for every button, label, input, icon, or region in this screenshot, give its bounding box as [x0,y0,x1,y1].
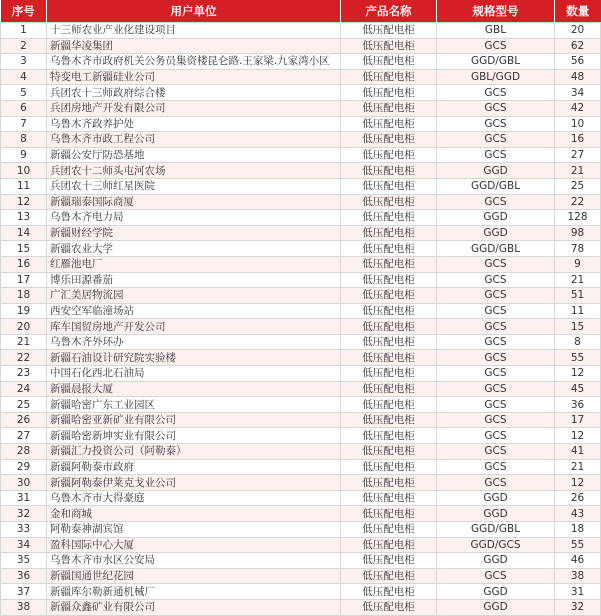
table-row [1,194,601,210]
row-product: 低压配电柜 [341,412,437,428]
row-quantity: 48 [555,69,601,85]
row-customer: 新疆哈密广东工业园区 [47,397,341,413]
table-row [1,303,601,319]
row-customer: 新疆阿勒泰市政府 [47,459,341,475]
row-quantity: 41 [555,444,601,460]
table-row [1,100,601,116]
row-index: 19 [1,303,47,319]
row-product: 低压配电柜 [341,475,437,491]
table-row [1,85,601,101]
row-index: 28 [1,444,47,460]
row-product: 低压配电柜 [341,506,437,522]
table-row [1,381,601,397]
row-customer: 乌鲁木齐政养护处 [47,116,341,132]
row-product: 低压配电柜 [341,319,437,335]
row-customer: 乌鲁木齐外环办 [47,334,341,350]
row-customer: 红雁池电厂 [47,256,341,272]
table-row [1,147,601,163]
row-index: 25 [1,397,47,413]
row-product: 低压配电柜 [341,599,437,615]
row-quantity: 38 [555,568,601,584]
row-customer: 新疆瑞泰国际商厦 [47,194,341,210]
row-product: 低压配电柜 [341,381,437,397]
row-index: 9 [1,147,47,163]
row-index: 27 [1,428,47,444]
row-customer: 西安空军临潼场站 [47,303,341,319]
row-customer: 兵团农十三师红星医院 [47,178,341,194]
table-row [1,241,601,257]
table-row [1,444,601,460]
row-customer: 中国石化西北石油局 [47,366,341,382]
table-row [1,210,601,226]
row-quantity: 10 [555,116,601,132]
table-row [1,599,601,615]
row-customer: 乌鲁木齐市政府机关公务员集资楼昆仑路.王家梁.九家湾小区 [47,54,341,70]
row-quantity: 22 [555,194,601,210]
header-customer: 用户单位 [47,0,341,23]
table-row [1,319,601,335]
row-quantity: 34 [555,85,601,101]
row-product: 低压配电柜 [341,288,437,304]
table-row [1,522,601,538]
row-index: 7 [1,116,47,132]
row-product: 低压配电柜 [341,584,437,600]
row-model: GGD [437,210,555,226]
row-quantity: 17 [555,412,601,428]
row-model: GCS [437,444,555,460]
row-model: GGD [437,163,555,179]
table-row [1,38,601,54]
row-index: 21 [1,334,47,350]
row-product: 低压配电柜 [341,350,437,366]
table-row [1,54,601,70]
table-row [1,459,601,475]
row-model: GCS [437,319,555,335]
row-model: GCS [437,412,555,428]
row-model: GGD [437,599,555,615]
row-customer: 新疆晨报大厦 [47,381,341,397]
row-product: 低压配电柜 [341,85,437,101]
row-quantity: 26 [555,490,601,506]
row-model: GGD [437,553,555,569]
row-product: 低压配电柜 [341,522,437,538]
row-index: 34 [1,537,47,553]
row-index: 37 [1,584,47,600]
row-product: 低压配电柜 [341,553,437,569]
row-model: GBL/GGD [437,69,555,85]
row-model: GCS [437,100,555,116]
row-index: 36 [1,568,47,584]
row-model: GCS [437,334,555,350]
header-product: 产品名称 [341,0,437,23]
row-index: 6 [1,100,47,116]
row-model: GCS [437,459,555,475]
row-quantity: 18 [555,522,601,538]
table-row [1,132,601,148]
row-quantity: 55 [555,350,601,366]
row-customer: 盈科国际中心大厦 [47,537,341,553]
row-index: 30 [1,475,47,491]
row-model: GGD/GBL [437,54,555,70]
row-model: GBL [437,23,555,39]
row-model: GCS [437,194,555,210]
row-index: 5 [1,85,47,101]
row-quantity: 46 [555,553,601,569]
table-row [1,397,601,413]
row-product: 低压配电柜 [341,366,437,382]
row-customer: 乌鲁木齐市水区公安局 [47,553,341,569]
row-index: 16 [1,256,47,272]
row-index: 17 [1,272,47,288]
row-index: 13 [1,210,47,226]
row-product: 低压配电柜 [341,100,437,116]
row-product: 低压配电柜 [341,444,437,460]
row-index: 1 [1,23,47,39]
table-row [1,553,601,569]
row-model: GCS [437,147,555,163]
row-product: 低压配电柜 [341,256,437,272]
row-model: GCS [437,568,555,584]
row-model: GCS [437,38,555,54]
row-index: 10 [1,163,47,179]
row-quantity: 12 [555,428,601,444]
row-quantity: 51 [555,288,601,304]
row-quantity: 36 [555,397,601,413]
row-model: GCS [437,116,555,132]
row-quantity: 42 [555,100,601,116]
row-quantity: 20 [555,23,601,39]
row-index: 12 [1,194,47,210]
row-quantity: 15 [555,319,601,335]
row-product: 低压配电柜 [341,163,437,179]
row-index: 23 [1,366,47,382]
row-quantity: 56 [555,54,601,70]
row-model: GGD/GCS [437,537,555,553]
row-customer: 新疆财经学院 [47,225,341,241]
row-model: GCS [437,132,555,148]
row-customer: 广汇美居物流园 [47,288,341,304]
row-model: GGD/GBL [437,178,555,194]
row-quantity: 98 [555,225,601,241]
row-model: GGD/GBL [437,522,555,538]
row-customer: 新疆阿勒泰伊莱克戈业公司 [47,475,341,491]
row-quantity: 32 [555,599,601,615]
table-row [1,163,601,179]
row-product: 低压配电柜 [341,397,437,413]
row-index: 2 [1,38,47,54]
row-product: 低压配电柜 [341,303,437,319]
table-header-row [1,0,601,23]
row-quantity: 78 [555,241,601,257]
row-index: 31 [1,490,47,506]
table-row [1,366,601,382]
table-row [1,412,601,428]
row-product: 低压配电柜 [341,178,437,194]
row-index: 20 [1,319,47,335]
row-customer: 新疆众鑫矿业有限公司 [47,599,341,615]
row-quantity: 9 [555,256,601,272]
row-model: GCS [437,428,555,444]
row-customer: 库车国贸房地产开发公司 [47,319,341,335]
row-model: GCS [437,397,555,413]
table-row [1,350,601,366]
table-row [1,272,601,288]
row-customer: 十三师农业产业化建设项目 [47,23,341,39]
table-row [1,69,601,85]
table-row [1,490,601,506]
table-body [1,23,601,616]
row-quantity: 27 [555,147,601,163]
row-customer: 特变电工新疆硅业公司 [47,69,341,85]
row-customer: 新疆公安厅防恐基地 [47,147,341,163]
table-row [1,475,601,491]
row-product: 低压配电柜 [341,54,437,70]
row-index: 32 [1,506,47,522]
row-customer: 新疆汇力投资公司（阿勒泰） [47,444,341,460]
row-model: GCS [437,85,555,101]
row-customer: 兵团农十二师头屯河农场 [47,163,341,179]
row-model: GCS [437,475,555,491]
row-product: 低压配电柜 [341,459,437,475]
table-row [1,334,601,350]
row-quantity: 128 [555,210,601,226]
row-model: GCS [437,272,555,288]
row-customer: 兵团农十三师政府综合楼 [47,85,341,101]
row-model: GGD [437,506,555,522]
row-quantity: 55 [555,537,601,553]
row-quantity: 21 [555,163,601,179]
row-product: 低压配电柜 [341,490,437,506]
row-quantity: 21 [555,459,601,475]
row-customer: 新疆石油设计研究院实验楼 [47,350,341,366]
row-product: 低压配电柜 [341,334,437,350]
table-row [1,116,601,132]
row-customer: 新疆哈密新坤实业有限公司 [47,428,341,444]
row-quantity: 11 [555,303,601,319]
row-product: 低压配电柜 [341,38,437,54]
row-customer: 乌鲁木齐电力局 [47,210,341,226]
row-index: 29 [1,459,47,475]
row-customer: 兵团房地产开发有限公司 [47,100,341,116]
row-product: 低压配电柜 [341,132,437,148]
header-quantity: 数量 [555,0,601,23]
row-index: 22 [1,350,47,366]
row-product: 低压配电柜 [341,147,437,163]
row-quantity: 16 [555,132,601,148]
row-customer: 新疆库尔勒新通机械厂 [47,584,341,600]
row-product: 低压配电柜 [341,272,437,288]
row-product: 低压配电柜 [341,537,437,553]
table-row [1,288,601,304]
row-product: 低压配电柜 [341,225,437,241]
row-quantity: 45 [555,381,601,397]
row-model: GGD [437,225,555,241]
table-row [1,428,601,444]
table-row [1,178,601,194]
row-index: 18 [1,288,47,304]
row-customer: 新疆农业大学 [47,241,341,257]
row-index: 24 [1,381,47,397]
row-index: 8 [1,132,47,148]
row-index: 38 [1,599,47,615]
row-customer: 乌鲁木齐市政工程公司 [47,132,341,148]
row-product: 低压配电柜 [341,116,437,132]
table-row [1,225,601,241]
row-customer: 新疆华凌集团 [47,38,341,54]
row-index: 35 [1,553,47,569]
row-customer: 乌鲁木齐市大得豪庭 [47,490,341,506]
table-row [1,537,601,553]
row-product: 低压配电柜 [341,210,437,226]
header-index: 序号 [1,0,47,23]
row-customer: 阿勒泰神湖宾馆 [47,522,341,538]
row-index: 15 [1,241,47,257]
row-index: 11 [1,178,47,194]
row-index: 3 [1,54,47,70]
row-quantity: 31 [555,584,601,600]
row-quantity: 62 [555,38,601,54]
row-product: 低压配电柜 [341,241,437,257]
row-quantity: 21 [555,272,601,288]
table-row [1,506,601,522]
row-model: GCS [437,303,555,319]
row-index: 14 [1,225,47,241]
row-quantity: 12 [555,366,601,382]
row-quantity: 25 [555,178,601,194]
row-product: 低压配电柜 [341,69,437,85]
row-product: 低压配电柜 [341,568,437,584]
header-model: 规格型号 [437,0,555,23]
row-customer: 新疆哈密亚新矿业有限公司 [47,412,341,428]
row-product: 低压配电柜 [341,428,437,444]
row-index: 33 [1,522,47,538]
row-customer: 金和商城 [47,506,341,522]
table-row [1,568,601,584]
row-product: 低压配电柜 [341,194,437,210]
row-quantity: 12 [555,475,601,491]
row-model: GCS [437,366,555,382]
row-quantity: 43 [555,506,601,522]
row-product: 低压配电柜 [341,23,437,39]
row-model: GGD [437,584,555,600]
row-customer: 博乐田源番茄 [47,272,341,288]
row-index: 4 [1,69,47,85]
row-quantity: 8 [555,334,601,350]
table-row [1,584,601,600]
row-model: GGD [437,490,555,506]
row-model: GCS [437,381,555,397]
row-model: GGD/GBL [437,241,555,257]
table-row [1,256,601,272]
row-model: GCS [437,288,555,304]
row-model: GCS [437,256,555,272]
row-model: GCS [437,350,555,366]
row-customer: 新疆国通世纪花园 [47,568,341,584]
table-row [1,23,601,39]
row-index: 26 [1,412,47,428]
